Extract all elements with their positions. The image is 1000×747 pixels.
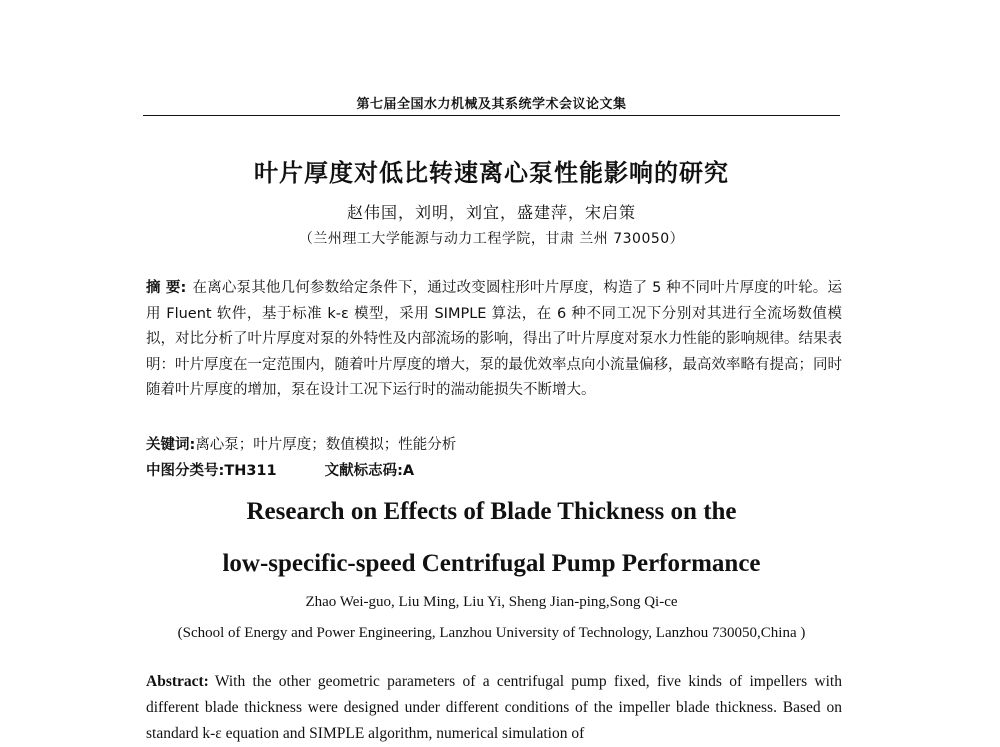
chinese-title: 叶片厚度对低比转速离心泵性能影响的研究 <box>254 159 729 187</box>
english-abstract-text: With the other geometric parameters of a centrifugal pump fixed, five kinds of impellers with different blade thickness were designed under different conditions of the impeller blade thickness. Based on standard k-ε equation and SIMPLE algorithm, numerical simulation of <box>146 673 842 742</box>
chinese-abstract-label: 摘 要: <box>146 280 187 296</box>
class-number-value: TH311 <box>224 463 277 479</box>
document-code-label: 文献标志码: <box>324 463 403 479</box>
document-code-value: A <box>402 463 415 479</box>
chinese-abstract-text: 在离心泵其他几何参数给定条件下，通过改变圆柱形叶片厚度，构造了 5 种不同叶片厚度的叶轮。运用 Fluent 软件，基于标准 k-ε 模型，采用 SIMPLE 算法，在 6 种不同工况下分别对其进行全流场数值模拟，对比分析了叶片厚度对泵的外特性及内部流场的影响，得出了叶片厚度对泵水力性能的影响规律。结果表明：叶片厚度在一定范围内，随着叶片厚度的增大，泵的最优效率点向小流量偏移，最高效率略有提高；同时随着叶片厚度的增加，泵在设计工况下运行时的湍动能损失不断增大。 <box>146 280 842 399</box>
english-authors: Zhao Wei-guo, Liu Ming, Liu Yi, Sheng Jian-ping,Song Qi-ce <box>305 594 678 610</box>
class-number-label: 中图分类号: <box>146 463 225 479</box>
running-head: 第七届全国水力机械及其系统学术会议论文集 <box>356 97 627 112</box>
chinese-keywords-text: 离心泵；叶片厚度；数值模拟；性能分析 <box>195 437 457 453</box>
english-title-line-2: low-specific-speed Centrifugal Pump Performance <box>222 550 761 577</box>
chinese-authors: 赵伟国，刘明，刘宜，盛建萍，宋启策 <box>346 203 636 222</box>
chinese-keywords <box>146 433 842 454</box>
english-affiliation: (School of Energy and Power Engineering, Lanzhou University of Technology, Lanzhou 730050,China ) <box>177 625 806 641</box>
chinese-abstract <box>146 276 842 404</box>
english-abstract <box>146 669 842 747</box>
chinese-keywords-label: 关键词: <box>146 437 196 453</box>
english-title-line-1: Research on Effects of Blade Thickness on the <box>246 498 737 525</box>
header-rule <box>143 115 840 116</box>
english-abstract-label: Abstract: <box>146 673 209 690</box>
classification-line <box>146 459 842 480</box>
chinese-affiliation: （兰州理工大学能源与动力工程学院，甘肃 兰州 730050） <box>298 231 685 247</box>
